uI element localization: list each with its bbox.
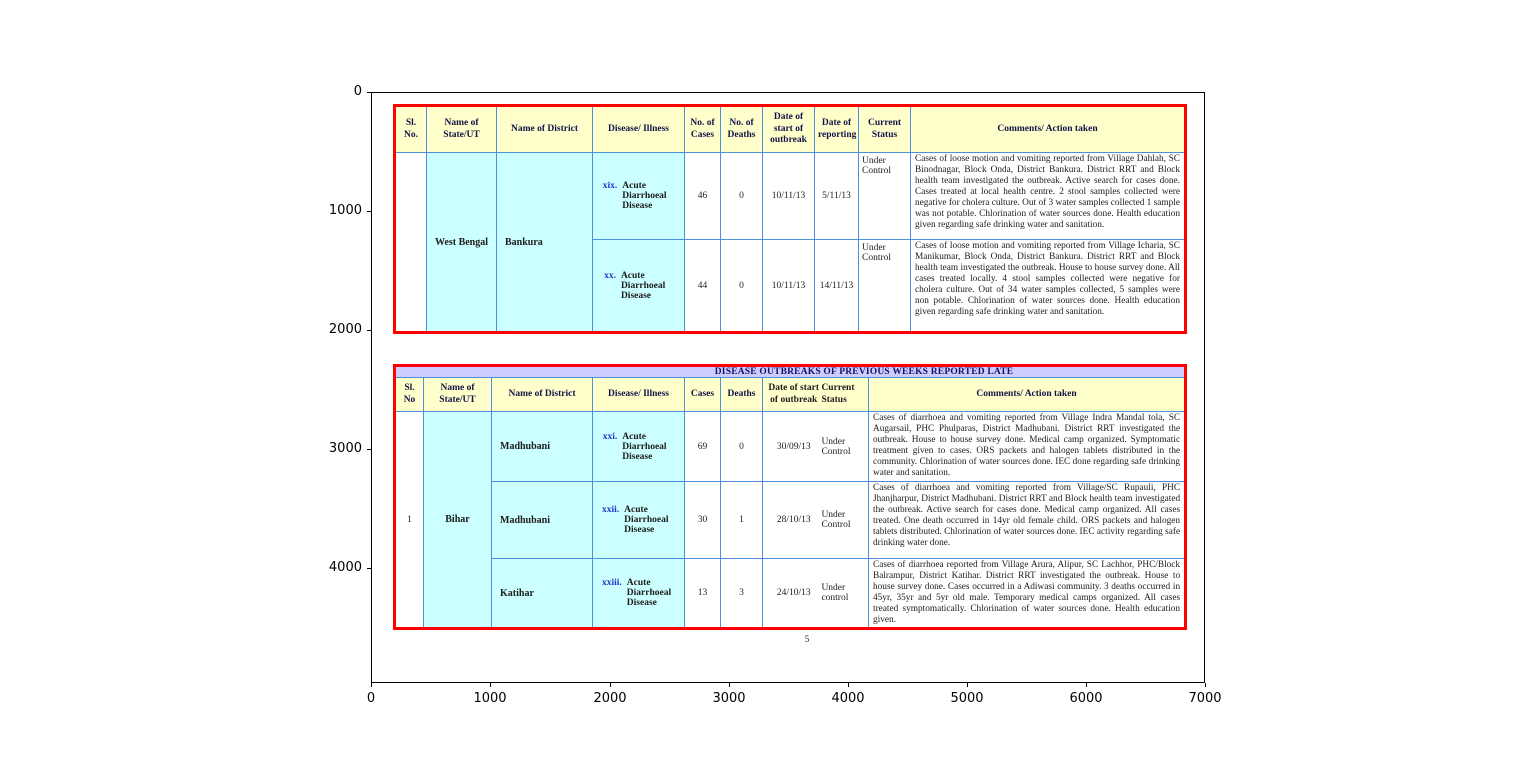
header-comments: Comments/ Action taken	[911, 106, 1186, 153]
x-tick	[610, 683, 611, 687]
date-status-cell	[763, 482, 869, 559]
comments-cell: Cases of diarrhoea and vomiting reported from Village Indra Mandal tola, SC Augarsail, PHC Phulparas, District Madhubani. District RRT investigated the outbreak. House to house survey done. Medical camp organized. Symptomatic treatment given to cases. ORS packets and halogen tablets distributed in the community. Chlorination of water sources done. IEC done regarding safe drinking water and sanitation.	[869, 412, 1186, 482]
disease-name: Acute Diarrhoeal Disease	[622, 181, 667, 211]
x-tick	[729, 683, 730, 687]
comments-cell: Cases of diarrhoea and vomiting reported from Village/SC Rupauli, PHC Jhanjharpur, District Madhubani. District RRT and Block health team investigated the outbreak. Active search for cases done. Medical camp organized. All cases treated. One death occurred in 14yr old female child. ORS packets and halogen tablets distributed. Chlorination of water sources done. IEC activity regarding safe drinking water done.	[869, 482, 1186, 559]
disease-name: Acute Diarrhoeal Disease	[620, 270, 666, 301]
y-tick	[367, 330, 371, 331]
outbreak-table-current-week	[393, 104, 1187, 334]
disease-cell	[593, 482, 685, 559]
sl-no-cell	[395, 153, 427, 333]
y-tick	[367, 211, 371, 212]
header-sl-no: Sl. No	[395, 378, 424, 412]
header-cases: No. of Cases	[685, 106, 721, 153]
y-tick	[367, 568, 371, 569]
list-marker: xxiii.	[602, 578, 622, 588]
date-status-cell	[763, 559, 869, 629]
cases-cell: 13	[685, 559, 721, 629]
header-deaths: No. of Deaths	[721, 106, 763, 153]
table-title-row	[395, 366, 1186, 378]
x-axis-tick-label: 0	[366, 691, 376, 706]
deaths-cell: 0	[721, 412, 763, 482]
deaths-cell: 1	[721, 482, 763, 559]
y-axis-tick-label: 3000	[328, 441, 362, 456]
header-comments: Comments/ Action taken	[869, 378, 1186, 412]
date-start: 24/10/13	[776, 588, 811, 598]
y-axis-tick-label: 4000	[328, 560, 362, 575]
disease-cell	[593, 412, 685, 482]
x-axis-tick-label: 2000	[593, 691, 627, 706]
district-cell: Madhubani	[492, 412, 593, 482]
comments-cell: Cases of loose motion and vomiting reported from Village Icharia, SC Manikumar, Block Onda, District Bankura. District RRT and Block health team investigated the outbreak. House to house survey done. All cases treated locally. 4 stool samples collected were negative for cholera culture. Out of 34 water samples collected, 5 samples were non potable. Chlorination of water sources done. Health education given regarding safe drinking water and sanitation.	[911, 240, 1186, 333]
x-axis-tick-label: 1000	[473, 691, 507, 706]
cases-cell: 44	[685, 240, 721, 333]
status: Under control	[821, 583, 849, 603]
x-tick	[848, 683, 849, 687]
header-state: Name of State/UT	[424, 378, 492, 412]
table-row	[395, 153, 1186, 240]
x-tick	[490, 683, 491, 687]
header-district: Name of District	[497, 106, 593, 153]
header-date-reporting: Date of reporting	[815, 106, 859, 153]
plot-axes	[371, 92, 1205, 683]
cases-cell: 30	[685, 482, 721, 559]
state-cell: West Bengal	[427, 153, 497, 333]
header-disease: Disease/ Illness	[593, 378, 685, 412]
date-reporting-cell: 5/11/13	[815, 153, 859, 240]
status: Under Control	[821, 510, 851, 530]
x-tick	[371, 683, 372, 687]
table-row	[395, 482, 1186, 559]
header-cases: Cases	[685, 378, 721, 412]
scanned-report-page	[372, 93, 1204, 682]
deaths-cell: 0	[721, 240, 763, 333]
date-start: 28/10/13	[776, 515, 811, 525]
x-axis-tick-label: 7000	[1188, 691, 1222, 706]
x-axis-tick-label: 6000	[1069, 691, 1103, 706]
status-cell: Under Control	[859, 153, 911, 240]
district-cell: Madhubani	[492, 482, 593, 559]
list-marker: xix.	[602, 181, 618, 191]
x-axis-tick-label: 4000	[831, 691, 865, 706]
date-reporting-cell: 14/11/13	[815, 240, 859, 333]
district-cell: Bankura	[497, 153, 593, 333]
header-date-start: Date of start of outbreak	[768, 383, 820, 405]
header-status: Current Status	[821, 383, 855, 405]
y-axis-tick-label: 2000	[328, 322, 362, 337]
date-start-cell: 10/11/13	[763, 153, 815, 240]
header-sl-no: Sl. No.	[395, 106, 427, 153]
disease-name: Acute Diarrhoeal Disease	[624, 505, 669, 535]
deaths-cell: 0	[721, 153, 763, 240]
list-marker: xx.	[604, 270, 616, 281]
y-axis-tick-label: 1000	[328, 203, 362, 218]
list-marker: xxi.	[602, 431, 618, 442]
header-date-start: Date of start of outbreak	[763, 106, 815, 153]
header-status: Current Status	[859, 106, 911, 153]
disease-cell	[593, 559, 685, 629]
disease-name: Acute Diarrhoeal Disease	[626, 578, 672, 608]
header-district: Name of District	[492, 378, 593, 412]
header-deaths: Deaths	[721, 378, 763, 412]
state-cell: Bihar	[424, 412, 492, 629]
y-tick	[367, 92, 371, 93]
date-status-cell	[763, 412, 869, 482]
status: Under Control	[821, 436, 851, 457]
date-start: 30/09/13	[776, 441, 811, 452]
outbreak-table-previous-weeks	[393, 364, 1187, 630]
table-title: DISEASE OUTBREAKS OF PREVIOUS WEEKS REPORTED LATE	[395, 366, 1186, 378]
y-axis-tick-label: 0	[353, 84, 362, 99]
sl-no-cell: 1	[395, 412, 424, 629]
x-tick	[1205, 683, 1206, 687]
x-tick	[967, 683, 968, 687]
header-date-start-status	[763, 378, 869, 412]
x-axis-tick-label: 3000	[712, 691, 746, 706]
disease-cell	[593, 153, 685, 240]
header-disease: Disease/ Illness	[593, 106, 685, 153]
comments-cell: Cases of loose motion and vomiting reported from Village Dahlah, SC Binodnagar, Block Onda, District Bankura. District RRT and Block health team investigated the outbreak. Active search for cases done. Cases treated at local health centre. 2 stool samples collected were negative for cholera culture. Out of 3 water samples collected 1 sample was not potable. Chlorination of water sources done. Health education given regarding safe drinking water and sanitation.	[911, 153, 1186, 240]
district-cell: Katihar	[492, 559, 593, 629]
table-row	[395, 559, 1186, 629]
status-cell: Under Control	[859, 240, 911, 333]
header-state: Name of State/UT	[427, 106, 497, 153]
deaths-cell: 3	[721, 559, 763, 629]
x-tick	[1086, 683, 1087, 687]
table-header-row	[395, 378, 1186, 412]
y-tick	[367, 449, 371, 450]
disease-name: Acute Diarrhoeal Disease	[622, 431, 667, 462]
cases-cell: 46	[685, 153, 721, 240]
date-start-cell: 10/11/13	[763, 240, 815, 333]
comments-cell: Cases of diarrhoea reported from Village Arura, Alipur, SC Lachhor, PHC/Block Balrampur, District Katihar. District RRT investigated the outbreak. House to house survey done. Cases occurred in a Adiwasi community. 3 deaths occurred in 45yr, 35yr and 5yr old male. Temporary medical camps organized. All cases treated symptomatically. Chlorination of water sources done. Health education given.	[869, 559, 1186, 629]
cases-cell: 69	[685, 412, 721, 482]
x-axis-tick-label: 5000	[950, 691, 984, 706]
disease-cell	[593, 240, 685, 333]
list-marker: xxii.	[602, 505, 620, 515]
table-header-row	[395, 106, 1186, 153]
page-number: 5	[804, 634, 810, 644]
table-row	[395, 412, 1186, 482]
